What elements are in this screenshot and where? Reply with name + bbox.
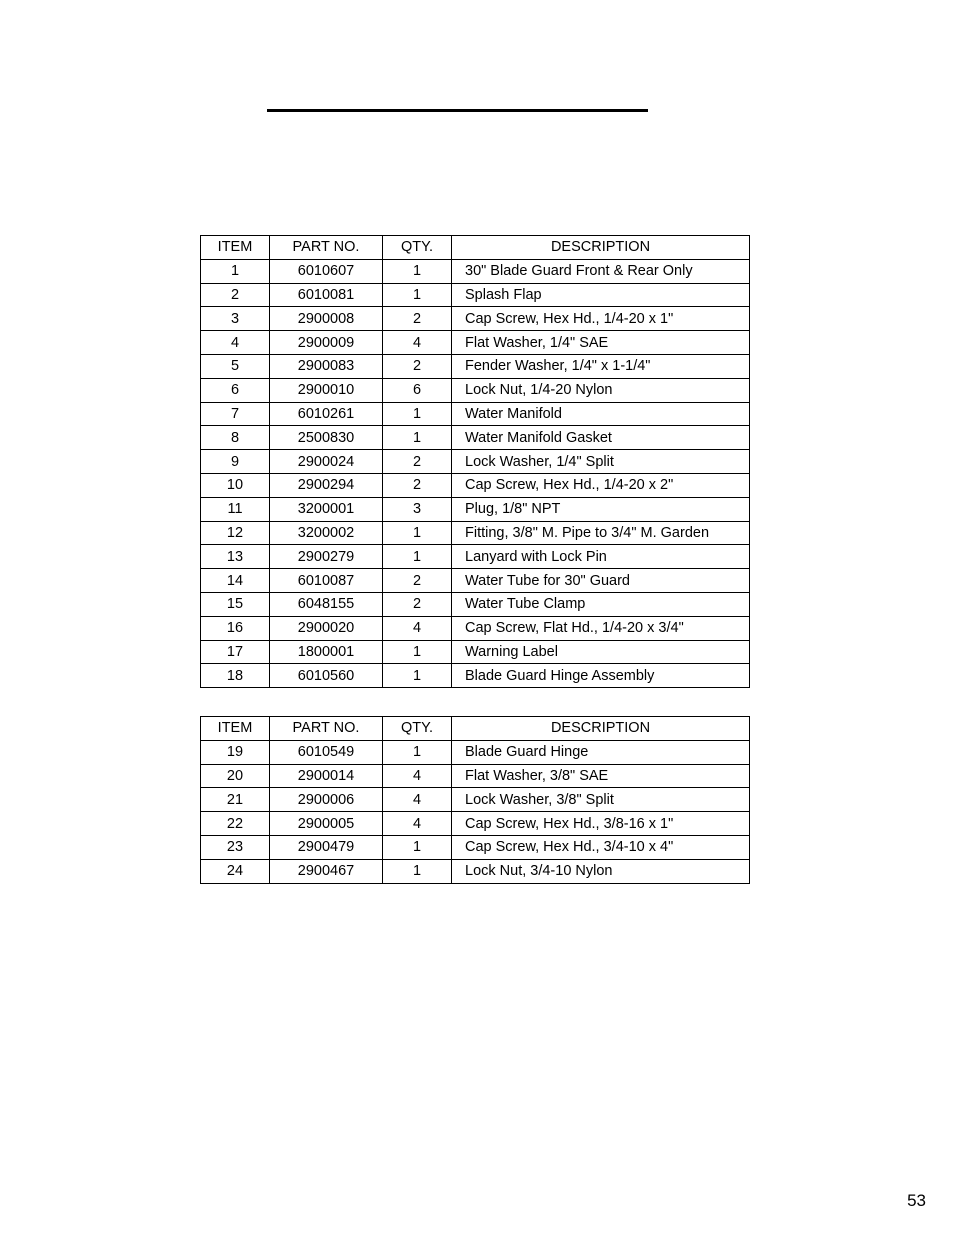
table-row bbox=[201, 402, 750, 426]
quantity-cell: 1 bbox=[383, 283, 452, 307]
item-cell: 7 bbox=[201, 402, 270, 426]
table-row bbox=[201, 788, 750, 812]
table-row bbox=[201, 764, 750, 788]
table-row bbox=[201, 812, 750, 836]
description-cell: Cap Screw, Hex Hd., 1/4-20 x 1" bbox=[452, 307, 750, 331]
quantity-cell: 6 bbox=[383, 378, 452, 402]
description-cell: Blade Guard Hinge Assembly bbox=[452, 664, 750, 688]
table-row bbox=[201, 835, 750, 859]
item-cell: 12 bbox=[201, 521, 270, 545]
item-cell: 11 bbox=[201, 497, 270, 521]
item-cell: 19 bbox=[201, 740, 270, 764]
table-row bbox=[201, 592, 750, 616]
description-cell: Fitting, 3/8" M. Pipe to 3/4" M. Garden bbox=[452, 521, 750, 545]
description-cell: Cap Screw, Hex Hd., 1/4-20 x 2" bbox=[452, 473, 750, 497]
title-underline bbox=[267, 109, 648, 112]
table-row bbox=[201, 859, 750, 883]
quantity-cell: 1 bbox=[383, 259, 452, 283]
table-row bbox=[201, 521, 750, 545]
description-cell: Lock Washer, 3/8" Split bbox=[452, 788, 750, 812]
column-header-description: DESCRIPTION bbox=[452, 236, 750, 260]
description-cell: Lock Nut, 3/4-10 Nylon bbox=[452, 859, 750, 883]
part-number-cell: 2900020 bbox=[270, 616, 383, 640]
page-number: 53 bbox=[907, 1191, 926, 1210]
part-number-cell: 2900010 bbox=[270, 378, 383, 402]
table-header-row bbox=[201, 717, 750, 741]
description-cell: Lanyard with Lock Pin bbox=[452, 545, 750, 569]
description-cell: 30" Blade Guard Front & Rear Only bbox=[452, 259, 750, 283]
part-number-cell: 3200002 bbox=[270, 521, 383, 545]
quantity-cell: 4 bbox=[383, 812, 452, 836]
description-cell: Lock Nut, 1/4-20 Nylon bbox=[452, 378, 750, 402]
part-number-cell: 2900008 bbox=[270, 307, 383, 331]
quantity-cell: 1 bbox=[383, 521, 452, 545]
table-row bbox=[201, 497, 750, 521]
part-number-cell: 2900014 bbox=[270, 764, 383, 788]
parts-table-hinge-body bbox=[201, 740, 750, 883]
part-number-cell: 2900009 bbox=[270, 331, 383, 355]
quantity-cell: 4 bbox=[383, 616, 452, 640]
description-cell: Cap Screw, Hex Hd., 3/4-10 x 4" bbox=[452, 835, 750, 859]
table-row bbox=[201, 569, 750, 593]
part-number-cell: 6010087 bbox=[270, 569, 383, 593]
parts-table-hinge bbox=[200, 716, 750, 884]
quantity-cell: 2 bbox=[383, 569, 452, 593]
item-cell: 8 bbox=[201, 426, 270, 450]
quantity-cell: 3 bbox=[383, 497, 452, 521]
table-row bbox=[201, 283, 750, 307]
item-cell: 16 bbox=[201, 616, 270, 640]
quantity-cell: 2 bbox=[383, 354, 452, 378]
item-cell: 6 bbox=[201, 378, 270, 402]
parts-table-main-body bbox=[201, 259, 750, 687]
description-cell: Water Tube Clamp bbox=[452, 592, 750, 616]
quantity-cell: 2 bbox=[383, 592, 452, 616]
column-header-item: ITEM bbox=[201, 236, 270, 260]
item-cell: 21 bbox=[201, 788, 270, 812]
part-number-cell: 3200001 bbox=[270, 497, 383, 521]
item-cell: 14 bbox=[201, 569, 270, 593]
part-number-cell: 6010607 bbox=[270, 259, 383, 283]
quantity-cell: 4 bbox=[383, 331, 452, 355]
quantity-cell: 1 bbox=[383, 740, 452, 764]
item-cell: 13 bbox=[201, 545, 270, 569]
part-number-cell: 6010261 bbox=[270, 402, 383, 426]
description-cell: Blade Guard Hinge bbox=[452, 740, 750, 764]
table-row bbox=[201, 354, 750, 378]
quantity-cell: 2 bbox=[383, 450, 452, 474]
table-row bbox=[201, 616, 750, 640]
part-number-cell: 6010560 bbox=[270, 664, 383, 688]
part-number-cell: 2900024 bbox=[270, 450, 383, 474]
item-cell: 1 bbox=[201, 259, 270, 283]
column-header-description: DESCRIPTION bbox=[452, 717, 750, 741]
part-number-cell: 2900479 bbox=[270, 835, 383, 859]
item-cell: 20 bbox=[201, 764, 270, 788]
item-cell: 10 bbox=[201, 473, 270, 497]
quantity-cell: 1 bbox=[383, 640, 452, 664]
table-row bbox=[201, 640, 750, 664]
description-cell: Water Manifold bbox=[452, 402, 750, 426]
item-cell: 2 bbox=[201, 283, 270, 307]
item-cell: 18 bbox=[201, 664, 270, 688]
part-number-cell: 2900005 bbox=[270, 812, 383, 836]
table-row bbox=[201, 259, 750, 283]
description-cell: Cap Screw, Flat Hd., 1/4-20 x 3/4" bbox=[452, 616, 750, 640]
part-number-cell: 2900006 bbox=[270, 788, 383, 812]
description-cell: Water Tube for 30" Guard bbox=[452, 569, 750, 593]
description-cell: Cap Screw, Hex Hd., 3/8-16 x 1" bbox=[452, 812, 750, 836]
description-cell: Water Manifold Gasket bbox=[452, 426, 750, 450]
part-number-cell: 6048155 bbox=[270, 592, 383, 616]
item-cell: 24 bbox=[201, 859, 270, 883]
table-row bbox=[201, 473, 750, 497]
table-header-row bbox=[201, 236, 750, 260]
part-number-cell: 6010081 bbox=[270, 283, 383, 307]
description-cell: Splash Flap bbox=[452, 283, 750, 307]
table-row bbox=[201, 426, 750, 450]
item-cell: 9 bbox=[201, 450, 270, 474]
item-cell: 23 bbox=[201, 835, 270, 859]
quantity-cell: 4 bbox=[383, 764, 452, 788]
part-number-cell: 2900279 bbox=[270, 545, 383, 569]
quantity-cell: 1 bbox=[383, 402, 452, 426]
item-cell: 15 bbox=[201, 592, 270, 616]
quantity-cell: 4 bbox=[383, 788, 452, 812]
quantity-cell: 2 bbox=[383, 473, 452, 497]
item-cell: 3 bbox=[201, 307, 270, 331]
table-row bbox=[201, 307, 750, 331]
table-row bbox=[201, 331, 750, 355]
part-number-cell: 2500830 bbox=[270, 426, 383, 450]
table-row bbox=[201, 664, 750, 688]
quantity-cell: 1 bbox=[383, 859, 452, 883]
table-row bbox=[201, 378, 750, 402]
item-cell: 22 bbox=[201, 812, 270, 836]
column-header-qty: QTY. bbox=[383, 717, 452, 741]
description-cell: Fender Washer, 1/4" x 1-1/4" bbox=[452, 354, 750, 378]
item-cell: 17 bbox=[201, 640, 270, 664]
part-number-cell: 6010549 bbox=[270, 740, 383, 764]
column-header-part-no: PART NO. bbox=[270, 717, 383, 741]
description-cell: Plug, 1/8" NPT bbox=[452, 497, 750, 521]
table-row bbox=[201, 450, 750, 474]
description-cell: Flat Washer, 1/4" SAE bbox=[452, 331, 750, 355]
quantity-cell: 2 bbox=[383, 307, 452, 331]
parts-table-main bbox=[200, 235, 750, 688]
item-cell: 4 bbox=[201, 331, 270, 355]
part-number-cell: 1800001 bbox=[270, 640, 383, 664]
quantity-cell: 1 bbox=[383, 664, 452, 688]
description-cell: Lock Washer, 1/4" Split bbox=[452, 450, 750, 474]
column-header-qty: QTY. bbox=[383, 236, 452, 260]
table-row bbox=[201, 740, 750, 764]
quantity-cell: 1 bbox=[383, 426, 452, 450]
table-row bbox=[201, 545, 750, 569]
quantity-cell: 1 bbox=[383, 545, 452, 569]
part-number-cell: 2900083 bbox=[270, 354, 383, 378]
quantity-cell: 1 bbox=[383, 835, 452, 859]
item-cell: 5 bbox=[201, 354, 270, 378]
description-cell: Flat Washer, 3/8" SAE bbox=[452, 764, 750, 788]
column-header-item: ITEM bbox=[201, 717, 270, 741]
part-number-cell: 2900467 bbox=[270, 859, 383, 883]
description-cell: Warning Label bbox=[452, 640, 750, 664]
column-header-part-no: PART NO. bbox=[270, 236, 383, 260]
part-number-cell: 2900294 bbox=[270, 473, 383, 497]
